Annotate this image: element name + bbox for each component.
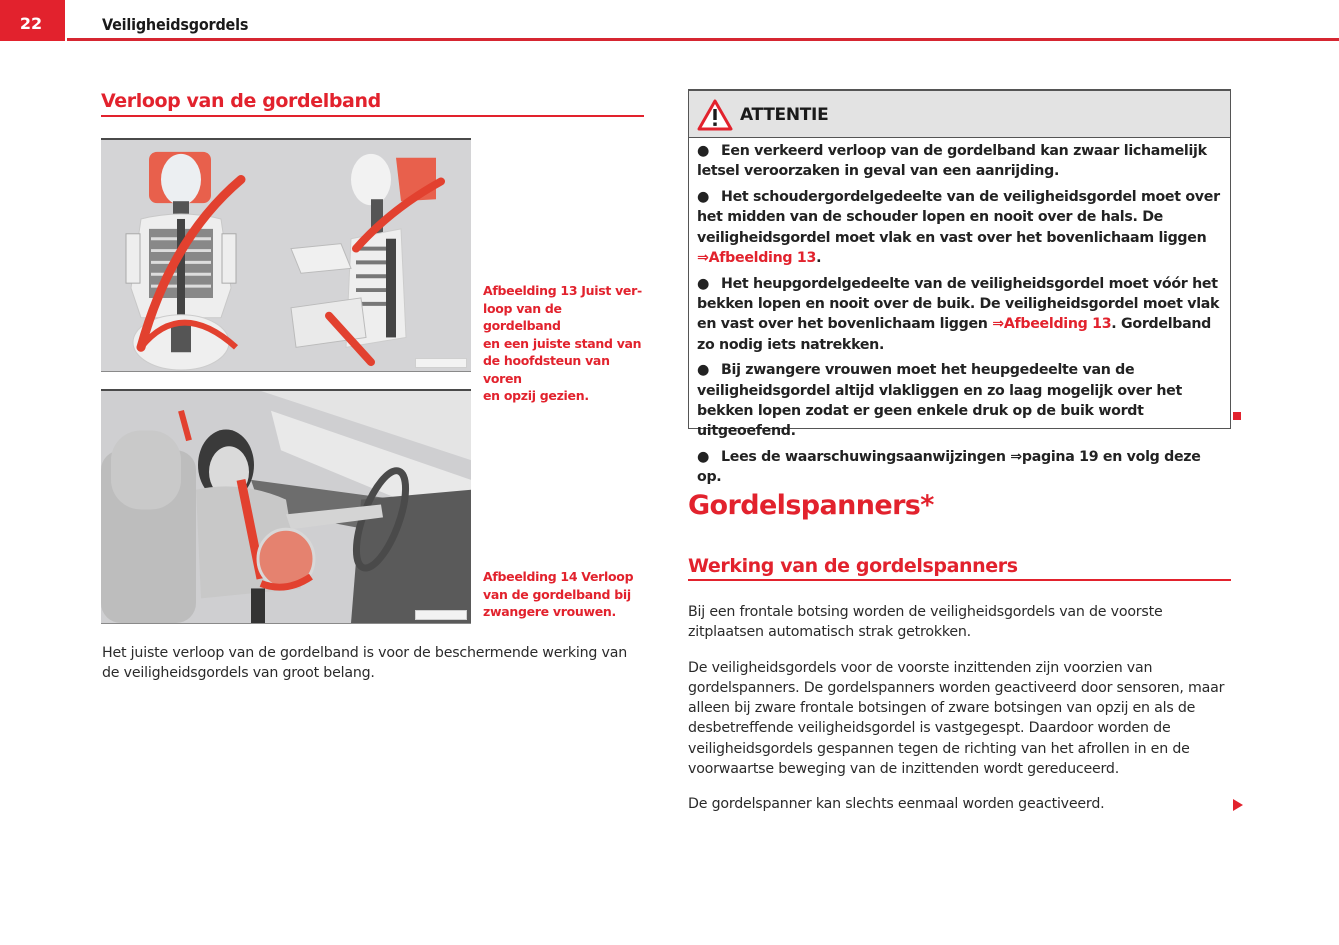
figure-13-caption xyxy=(483,282,643,405)
caption-line: en een juiste stand van xyxy=(483,335,642,351)
bullet-icon: ● xyxy=(697,449,710,466)
warning-header xyxy=(689,91,1230,138)
warning-item: ● Bij zwangere vrouwen moet het heupgedeelte van de veiligheidsgordel altijd vlakliggen en zo laag mogelijk over het bekken lopen zodat er geen enkele druk op de buik wordt uitgeoefend. xyxy=(697,362,1182,440)
figure-13-link[interactable]: ⇒Afbeelding 13 xyxy=(992,316,1112,333)
caption-line: Afbeelding 13 Juist ver- xyxy=(483,283,642,298)
figure-code-label xyxy=(415,610,467,620)
warning-item: ● Een verkeerd verloop van de gordelband kan zwaar lichamelijk letsel veroorzaken in geval van een aanrijding. xyxy=(697,143,1207,180)
warning-title: ATTENTIE xyxy=(740,105,829,125)
caption-line: van de gordelband bij xyxy=(483,586,631,602)
warning-item: ● Het heupgordelgedeelte van de veiligheidsgordel moet vóór het bekken lopen en nooit over de buik. De veiligheidsgordel moet vlak en vast over het bovenlichaam liggen ⇒Afbeelding 13. Gordelband zo nodig iets natrekken. xyxy=(697,275,1220,353)
paragraph: Het juiste verloop van de gordelband is voor de beschermende werking van de veiligheidsgordels van groot belang. xyxy=(102,645,628,682)
bullet-icon: ● xyxy=(697,143,710,159)
bullet-icon: ● xyxy=(697,275,710,292)
bullet-icon: ● xyxy=(697,189,710,206)
caption-line: de hoofdsteun van voren xyxy=(483,353,610,386)
page-number-box xyxy=(0,0,65,41)
figure-13-image xyxy=(101,138,471,372)
pretensioner-text xyxy=(688,602,1233,830)
page-19-reference[interactable]: Lees de waarschuwingsaanwijzingen ⇒pagina 19 en volg deze op. xyxy=(697,449,1201,486)
caption-line: en opzij gezien. xyxy=(483,388,589,403)
section-divider xyxy=(688,579,1231,581)
section-end-marker-icon xyxy=(1233,412,1241,420)
figure-code-label xyxy=(415,358,467,368)
bullet-icon: ● xyxy=(697,362,710,379)
continue-arrow-icon[interactable] xyxy=(1233,799,1243,811)
section-title-belt-routing: Verloop van de gordelband xyxy=(101,90,381,112)
paragraph: De gordelspanner kan slechts eenmaal worden geactiveerd. xyxy=(688,796,1105,813)
caption-line: loop van de gordelband xyxy=(483,300,562,333)
header-divider xyxy=(67,38,1339,41)
chapter-heading: Gordelspanners* xyxy=(688,490,934,521)
chapter-title: Veiligheidsgordels xyxy=(102,15,249,34)
page-number: 22 xyxy=(19,14,43,33)
paragraph: De veiligheidsgordels voor de voorste inzittenden zijn voorzien van gordelspanners. De gordelspanners worden geactiveerd door sensoren, maar alleen bij zware frontale botsingen of zware botsingen van opzij en als de desbetreffende veiligheidsgordel is vastgegespt. Daardoor worden de veiligheidsgordels gespannen tegen de richting van het afrollen in en de voorwaartse beweging van de inzittenden wordt gereduceerd. xyxy=(688,659,1225,778)
figure-13-link[interactable]: ⇒Afbeelding 13 xyxy=(697,249,817,266)
warning-box xyxy=(688,89,1231,486)
caption-line: zwangere vrouwen. xyxy=(483,604,616,619)
section-divider xyxy=(101,115,644,117)
section-title-pretensioners: Werking van de gordelspanners xyxy=(688,555,1018,577)
figure-14-caption xyxy=(483,568,643,621)
warning-item: ● Het schoudergordelgedeelte van de veiligheidsgordel moet over het midden van de schouder lopen en nooit over de hals. De veiligheidsgordel moet vlak en vast over het bovenlichaam liggen ⇒Afbeelding 13. xyxy=(697,189,1220,266)
figure-14-image xyxy=(101,389,471,624)
paragraph: Bij een frontale botsing worden de veiligheidsgordels van de voorste zitplaatsen automatisch strak getrokken. xyxy=(688,604,1163,641)
warning-triangle-icon xyxy=(697,99,733,131)
warning-list xyxy=(689,138,1230,488)
caption-line: Afbeelding 14 Verloop xyxy=(483,569,634,584)
belt-routing-paragraph xyxy=(102,643,647,699)
warning-item xyxy=(697,447,1222,488)
